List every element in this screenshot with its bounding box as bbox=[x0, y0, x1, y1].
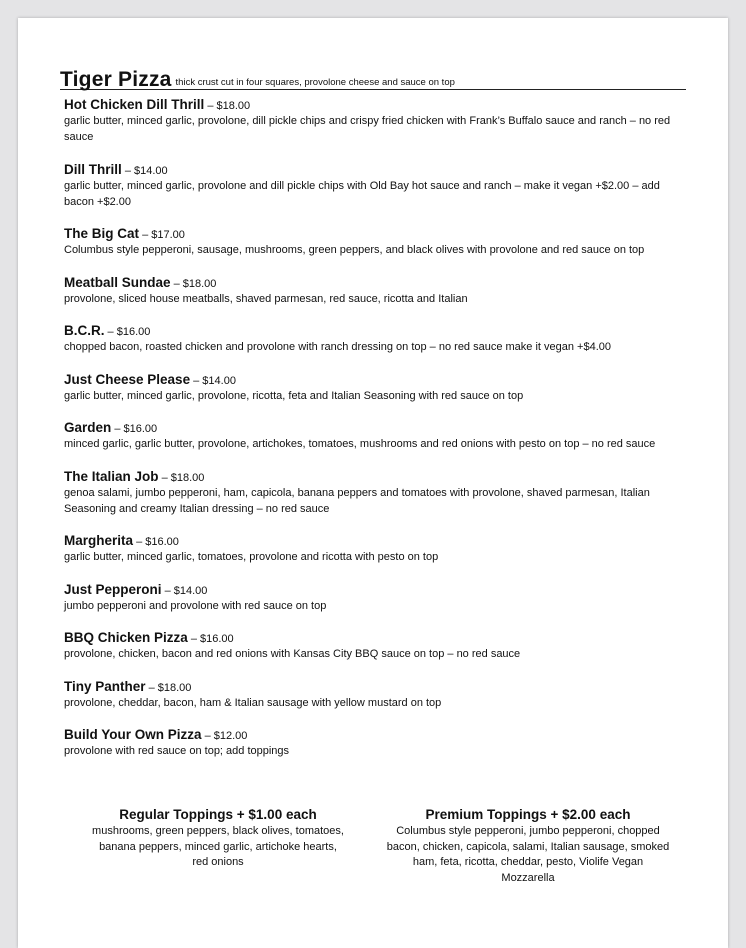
premium-toppings bbox=[378, 806, 678, 886]
pizza-item bbox=[64, 468, 684, 517]
regular-toppings-line: banana peppers, minced garlic, artichoke hearts, bbox=[99, 840, 337, 853]
pizza-name: Margherita bbox=[64, 533, 134, 548]
premium-toppings-line: bacon, chicken, capicola, salami, Italian sausage, smoked bbox=[386, 840, 670, 853]
pizza-item bbox=[64, 678, 684, 711]
pizza-name: Meatball Sundae bbox=[64, 274, 171, 290]
pizza-item bbox=[64, 274, 684, 307]
menu-subtitle: thick crust cut in four squares, provolone cheese and sauce on top bbox=[175, 77, 455, 88]
premium-toppings-line: ham, feta, ricotta, cheddar, pesto, Violife Vegan bbox=[412, 856, 644, 869]
menu-page bbox=[18, 18, 728, 948]
pizza-description: jumbo pepperoni and provolone with red sauce on top bbox=[64, 599, 327, 612]
premium-toppings-line: Columbus style pepperoni, jumbo pepperoni, chopped bbox=[396, 825, 660, 837]
pizza-price: – $16.00 bbox=[104, 326, 151, 338]
pizza-description: provolone, cheddar, bacon, ham & Italian sausage with yellow mustard on top bbox=[64, 696, 442, 709]
pizza-description: chopped bacon, roasted chicken and provolone with ranch dressing on top – no red sauce make it vegan +$4.00 bbox=[64, 341, 612, 353]
pizza-description: garlic butter, minced garlic, provolone, dill pickle chips and crispy fried chicken with Frank’s Buffalo sauce and ranch – no red sauce bbox=[64, 115, 671, 143]
pizza-price: – $14.00 bbox=[161, 584, 208, 597]
regular-toppings-title: Regular Toppings + $1.00 each bbox=[119, 807, 317, 822]
pizza-list bbox=[64, 96, 684, 775]
pizza-description: Columbus style pepperoni, sausage, mushrooms, green peppers, and black olives with provolone and red sauce on top bbox=[64, 244, 645, 256]
regular-toppings-line: mushrooms, green peppers, black olives, tomatoes, bbox=[92, 825, 344, 837]
pizza-price: – $18.00 bbox=[158, 471, 205, 484]
pizza-item bbox=[64, 629, 684, 662]
regular-toppings bbox=[78, 806, 358, 871]
pizza-description: garlic butter, minced garlic, provolone, ricotta, feta and Italian Seasoning with red sauce on top bbox=[64, 389, 524, 402]
pizza-description: provolone with red sauce on top; add toppings bbox=[64, 745, 290, 757]
pizza-name: B.C.R. bbox=[64, 323, 105, 338]
pizza-item bbox=[64, 322, 684, 355]
pizza-description: genoa salami, jumbo pepperoni, ham, capicola, banana peppers and tomatoes with provolone, shaved parmesan, Italian Seasoning and creamy Italian dressing – no red sauce bbox=[64, 486, 650, 515]
pizza-description: garlic butter, minced garlic, tomatoes, provolone and ricotta with pesto on top bbox=[64, 551, 439, 563]
pizza-item bbox=[64, 96, 684, 145]
pizza-name: Hot Chicken Dill Thrill bbox=[64, 97, 205, 112]
pizza-description: provolone, sliced house meatballs, shaved parmesan, red sauce, ricotta and Italian bbox=[64, 292, 468, 305]
pizza-price: – $18.00 bbox=[145, 681, 192, 694]
pizza-price: – $18.00 bbox=[204, 100, 251, 112]
pizza-item bbox=[64, 532, 684, 565]
pizza-item bbox=[64, 371, 684, 404]
premium-toppings-line: Mozzarella bbox=[501, 871, 555, 884]
pizza-price: – $12.00 bbox=[201, 730, 248, 742]
regular-toppings-line: red onions bbox=[192, 856, 244, 869]
pizza-name: The Italian Job bbox=[64, 468, 159, 484]
pizza-name: BBQ Chicken Pizza bbox=[64, 630, 188, 645]
pizza-price: – $17.00 bbox=[139, 229, 185, 241]
pizza-name: Build Your Own Pizza bbox=[64, 727, 202, 742]
pizza-item bbox=[64, 419, 684, 452]
pizza-price: – $14.00 bbox=[190, 374, 236, 387]
pizza-price: – $16.00 bbox=[133, 536, 179, 548]
menu-header bbox=[60, 65, 686, 90]
pizza-description: garlic butter, minced garlic, provolone and dill pickle chips with Old Bay hot sauce and ranch – make it vegan +$2.00 – add bacon +$2.00 bbox=[64, 179, 660, 208]
pizza-name: Tiny Panther bbox=[64, 678, 146, 694]
pizza-description: minced garlic, garlic butter, provolone, artichokes, tomatoes, mushrooms and red onions with pesto on top – no red sauce bbox=[64, 438, 656, 450]
pizza-description: provolone, chicken, bacon and red onions with Kansas City BBQ sauce on top – no red sauce bbox=[64, 648, 521, 660]
pizza-name: Just Pepperoni bbox=[64, 581, 162, 597]
pizza-name: The Big Cat bbox=[64, 226, 140, 241]
menu-title: Tiger Pizza bbox=[60, 68, 172, 91]
pizza-price: – $16.00 bbox=[187, 633, 234, 645]
pizza-price: – $16.00 bbox=[111, 423, 158, 435]
pizza-item bbox=[64, 161, 684, 210]
pizza-name: Garden bbox=[64, 420, 112, 435]
pizza-name: Just Cheese Please bbox=[64, 371, 191, 387]
pizza-price: – $18.00 bbox=[170, 277, 217, 290]
premium-toppings-title: Premium Toppings + $2.00 each bbox=[425, 807, 631, 822]
pizza-item bbox=[64, 225, 684, 258]
pizza-price: – $14.00 bbox=[121, 164, 168, 177]
pizza-name: Dill Thrill bbox=[64, 161, 122, 177]
pizza-item bbox=[64, 726, 684, 759]
pizza-item bbox=[64, 581, 684, 614]
